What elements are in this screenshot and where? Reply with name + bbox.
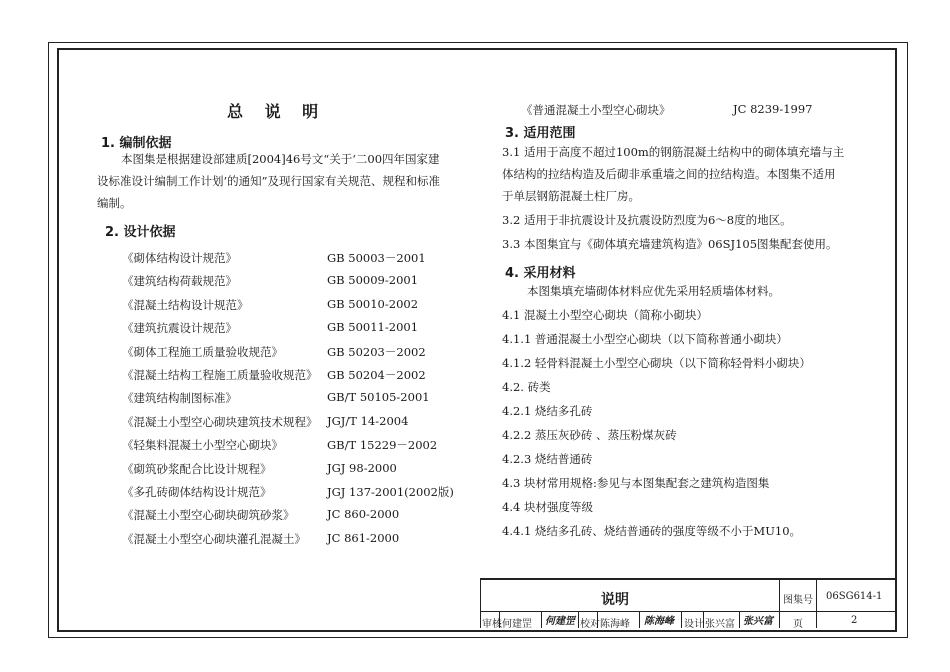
section3-line: 体结构的拉结构造及后砌非承重墙之间的拉结构造。本图集不适用 xyxy=(502,167,836,181)
section1-line: 设标准设计编制工作计划’的通知”及现行国家有关规范、规程和标准 xyxy=(97,174,441,188)
section4-heading: 4. 采用材料 xyxy=(505,266,576,281)
design-signature: 张兴富 xyxy=(743,616,773,627)
standard-name: 《混凝土小型空心砌块灌孔混凝土》 xyxy=(122,532,306,546)
section4-line: 本图集填充墙砌体材料应优先采用轻质墙体材料。 xyxy=(527,284,780,298)
section3-line: 于单层钢筋混凝土柱厂房。 xyxy=(502,189,640,203)
standard-code: GB 50203－2002 xyxy=(327,345,426,359)
check-name: 陈海峰 xyxy=(600,619,630,630)
title-block xyxy=(480,578,897,628)
standard-name: 《混凝土结构设计规范》 xyxy=(122,298,249,312)
section1-line: 编制。 xyxy=(97,196,132,210)
standard-name: 《建筑抗震设计规范》 xyxy=(122,321,237,335)
standard-code: JGJ/T 14-2004 xyxy=(327,414,409,428)
standard-name: 《混凝土小型空心砌块建筑技术规程》 xyxy=(122,415,318,429)
standard-code: GB 50011-2001 xyxy=(327,320,419,334)
standard-name: 《轻集料混凝土小型空心砌块》 xyxy=(122,438,283,452)
standard-code: GB/T 50105-2001 xyxy=(327,390,430,404)
section4-line: 4.1.2 轻骨料混凝土小型空心砌块（以下简称轻骨料小砌块） xyxy=(502,356,811,370)
standard-name: 《多孔砖砌体结构设计规范》 xyxy=(122,485,272,499)
section3-heading: 3. 适用范围 xyxy=(505,126,576,141)
standard-name: 《砌体工程施工质量验收规范》 xyxy=(122,345,283,359)
standard-code: JC 8239-1997 xyxy=(733,102,813,116)
standard-name: 《建筑结构制图标准》 xyxy=(122,391,237,405)
standard-name: 《砌筑砂浆配合比设计规程》 xyxy=(122,462,272,476)
standard-code: GB 50009-2001 xyxy=(327,273,419,287)
design-label: 设计 xyxy=(684,619,704,630)
atlas-label: 图集号 xyxy=(783,595,813,606)
standard-code: JGJ 137-2001(2002版) xyxy=(327,485,454,499)
section4-line: 4.2. 砖类 xyxy=(502,380,551,394)
design-name: 张兴富 xyxy=(705,619,735,630)
check-signature: 陈海峰 xyxy=(644,616,674,627)
standard-name: 《普通混凝土小型空心砌块》 xyxy=(521,103,671,117)
check-label: 校对 xyxy=(580,619,600,630)
standard-code: JC 860-2000 xyxy=(327,507,400,521)
standard-name: 《混凝土小型空心砌块砌筑砂浆》 xyxy=(122,508,295,522)
section3-line: 3.1 适用于高度不超过100m的钢筋混凝土结构中的砌体填充墙与主 xyxy=(502,145,845,159)
section4-line: 4.2.1 烧结多孔砖 xyxy=(502,404,593,418)
standard-code: GB 50010-2002 xyxy=(327,297,419,311)
standard-code: GB 50003－2001 xyxy=(327,251,426,265)
section4-line: 4.4 块材强度等级 xyxy=(502,500,593,514)
section1-line: 本图集是根据建设部建质[2004]46号文“关于‘二00四年国家建 xyxy=(121,152,440,166)
standard-name: 《混凝土结构工程施工质量验收规范》 xyxy=(122,368,318,382)
standard-code: JC 861-2000 xyxy=(327,531,400,545)
standard-name: 《建筑结构荷载规范》 xyxy=(122,274,237,288)
review-signature: 何建罡 xyxy=(545,616,575,627)
section4-line: 4.1 混凝土小型空心砌块（简称小砌块） xyxy=(502,308,708,322)
review-name: 何建罡 xyxy=(502,619,532,630)
section4-line: 4.1.1 普通混凝土小型空心砌块（以下简称普通小砌块） xyxy=(502,332,788,346)
section3-line: 3.2 适用于非抗震设计及抗震设防烈度为6～8度的地区。 xyxy=(502,213,792,227)
section4-line: 4.4.1 烧结多孔砖、烧结普通砖的强度等级不小于MU10。 xyxy=(502,524,802,538)
page-title: 总 说 明 xyxy=(227,102,327,121)
atlas-number: 06SG614-1 xyxy=(826,591,883,602)
standard-code: JGJ 98-2000 xyxy=(327,461,397,475)
section4-line: 4.2.3 烧结普通砖 xyxy=(502,452,593,466)
standard-name: 《砌体结构设计规范》 xyxy=(122,251,237,265)
page-number: 2 xyxy=(851,615,858,626)
standard-code: GB/T 15229－2002 xyxy=(327,438,438,452)
standard-code: GB 50204－2002 xyxy=(327,368,426,382)
section2-heading: 2. 设计依据 xyxy=(105,225,176,240)
page-label: 页 xyxy=(793,619,803,630)
review-label: 审核 xyxy=(482,619,502,630)
section1-heading: 1. 编制依据 xyxy=(101,136,172,151)
section4-line: 4.2.2 蒸压灰砂砖 、蒸压粉煤灰砖 xyxy=(502,428,677,442)
title-block-title: 说明 xyxy=(601,592,629,608)
section4-line: 4.3 块材常用规格:参见与本图集配套之建筑构造图集 xyxy=(502,476,770,490)
section3-line: 3.3 本图集宜与《砌体填充墙建筑构造》06SJ105图集配套使用。 xyxy=(502,237,838,251)
